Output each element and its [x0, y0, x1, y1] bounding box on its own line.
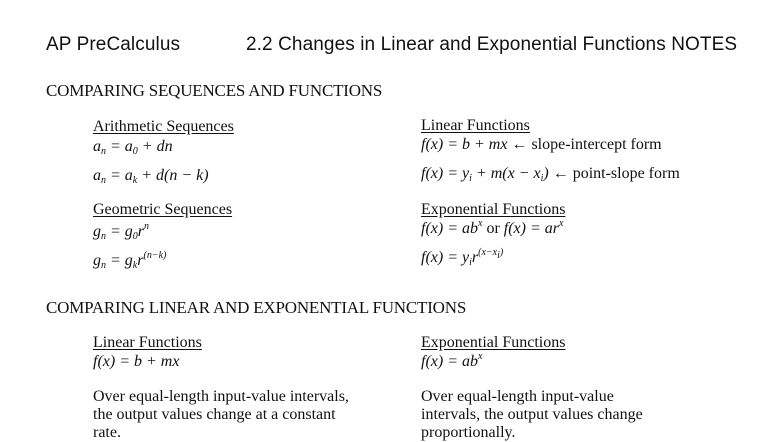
arithmetic-formula-explicit: $a_n = a_0$ + dn — [93, 138, 173, 157]
page-title: 2.2 Changes in Linear and Exponential Functions NOTES — [246, 34, 738, 55]
linear-formula-2: f(x) = b + mx — [93, 353, 180, 370]
point-slope-note: ← point-slope form — [552, 165, 680, 182]
geometric-sequences-title: Geometric Sequences — [93, 201, 233, 218]
linear-functions-title: Linear Functions — [421, 117, 530, 134]
linear-formula-slope-intercept: f(x) = b + mx ← slope-intercept form — [421, 136, 662, 153]
section-heading-linear-exponential: COMPARING LINEAR AND EXPONENTIAL FUNCTIONS — [46, 298, 467, 317]
exponential-formula-standard: $f(x) = ab^x$ or $f(x) = ar^x$ — [421, 218, 564, 237]
exponential-functions-title-2: Exponential Functions — [421, 334, 566, 351]
exponential-functions-title: Exponential Functions — [421, 201, 566, 218]
exponential-formula-2: $f(x) = ab^x$ — [421, 351, 483, 370]
geometric-formula-explicit: $g_n = g_0r^n$ — [93, 221, 150, 242]
exponential-description: Over equal-length input-value intervals, the output values change proportionally. — [421, 388, 643, 441]
slope-intercept-note: ← slope-intercept form — [511, 136, 662, 153]
arithmetic-formula-general: $a_n = a_k + d(n - k)$ — [93, 167, 209, 186]
geometric-formula-general: $g_n = g_kr^{(n-k)}$ — [93, 250, 167, 271]
linear-functions-title-2: Linear Functions — [93, 334, 202, 351]
linear-description: Over equal-length input-value intervals, the output values change at a constant rate. — [93, 388, 349, 441]
linear-formula-point-slope: $f(x) = y_i + m(x - x_i)$ ← point-slope form — [421, 165, 680, 184]
course-name: AP PreCalculus — [46, 34, 181, 55]
section-heading-sequences-functions: COMPARING SEQUENCES AND FUNCTIONS — [46, 81, 383, 100]
exponential-formula-point: $f(x) = y_ir^{(x-x_i)}$ — [421, 247, 504, 268]
arithmetic-sequences-title: Arithmetic Sequences — [93, 118, 234, 135]
